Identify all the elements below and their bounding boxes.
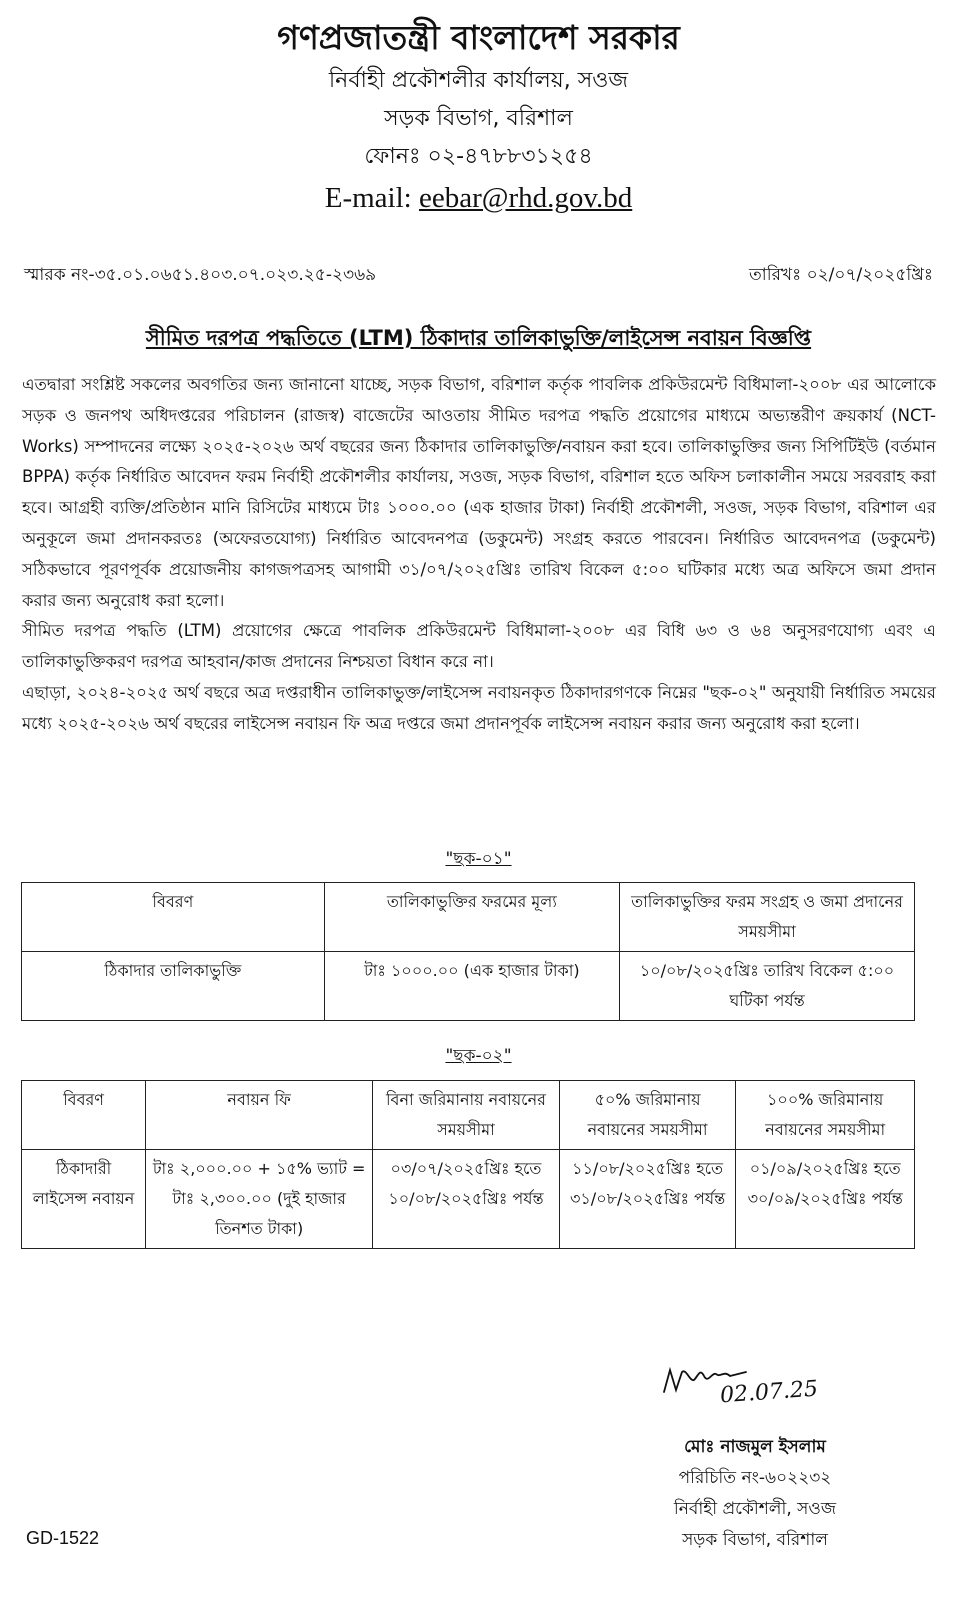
table-cell: টাঃ ২,০০০.০০ + ১৫% ভ্যাট = টাঃ ২,৩০০.০০ (দুই হাজার তিনশত টাকা)	[146, 1150, 373, 1249]
government-name: গণপ্রজাতন্ত্রী বাংলাদেশ সরকার	[277, 18, 680, 57]
table-row	[22, 952, 915, 1021]
table-cell: ১০/০৮/২০২৫খ্রিঃ তারিখ বিকেল ৫:০০ ঘটিকা পর্যন্ত	[620, 952, 915, 1021]
table-cell: ০১/০৯/২০২৫খ্রিঃ হতে ৩০/০৯/২০২৫খ্রিঃ পর্যন্ত	[736, 1150, 915, 1249]
email-link[interactable]: eebar@rhd.gov.bd	[418, 182, 633, 214]
table-header-cell: তালিকাভুক্তির ফরম সংগ্রহ ও জমা প্রদানের সময়সীমা	[620, 883, 915, 952]
table-cell: ১১/০৮/২০২৫খ্রিঃ হতে ৩১/০৮/২০২৫খ্রিঃ পর্যন্ত	[559, 1150, 736, 1249]
notice-body	[22, 370, 936, 740]
department-name: সড়ক বিভাগ, বরিশাল	[384, 106, 573, 131]
table-header-cell: ১০০% জরিমানায় নবায়নের সময়সীমা	[736, 1081, 915, 1150]
email-label: E-mail:	[324, 182, 412, 214]
table-header-cell: তালিকাভুক্তির ফরমের মূল্য	[324, 883, 619, 952]
signature-date: 02.07.25	[719, 1376, 819, 1409]
memo-number: স্মারক নং-৩৫.০১.০৬৫১.৪০৩.০৭.০২৩.২৫-২৩৬৯	[24, 265, 377, 285]
table-cell: ঠিকাদার তালিকাভুক্তি	[22, 952, 325, 1021]
officer-designation: নির্বাহী প্রকৌশলী, সওজ	[673, 1499, 837, 1519]
table-header-cell: বিবরণ	[22, 883, 325, 952]
paragraph-3: এছাড়া, ২০২৪-২০২৫ অর্থ বছরে অত্র দপ্তরাধীন তালিকাভুক্ত/লাইসেন্স নবায়নকৃত ঠিকাদারগণকে নিম্নের "ছক-০২" অনুযায়ী নির্ধারিত সময়ের মধ্যে ২০২৫-২০২৬ অর্থ বছরের লাইসেন্স নবায়ন ফি অত্র দপ্তরে জমা প্রদানপূর্বক লাইসেন্স নবায়ন করার জন্য অনুরোধ করা হলো।	[22, 682, 936, 733]
notice-title-text: সীমিত দরপত্র পদ্ধতিতে (LTM) ঠিকাদার তালিকাভুক্তি/লাইসেন্স নবায়ন বিজ্ঞপ্তি	[145, 326, 812, 350]
table-cell: ঠিকাদারী লাইসেন্স নবায়ন	[22, 1150, 146, 1249]
table-2	[21, 1080, 915, 1249]
table1-label	[0, 846, 957, 874]
paragraph-2: সীমিত দরপত্র পদ্ধতি (LTM) প্রয়োগের ক্ষেত্রে পাবলিক প্রকিউরমেন্ট বিধিমালা-২০০৮ এর বিধি ৬৩ ও ৬৪ অনুসরণযোগ্য এবং এ তালিকাভুক্তিকরণ দরপত্র আহবান/কাজ প্রদানের নিশ্চয়তা বিধান করে না।	[22, 621, 936, 672]
officer-department: সড়ক বিভাগ, বরিশাল	[682, 1530, 828, 1550]
table-header-row	[22, 1081, 915, 1150]
table-row	[22, 1150, 915, 1249]
table-header-row	[22, 883, 915, 952]
memo-date: তারিখঃ ০২/০৭/২০২৫খ্রিঃ	[749, 265, 933, 285]
notice-title	[0, 322, 957, 357]
letterhead	[0, 14, 957, 220]
footer-code: GD-1522	[26, 1528, 100, 1548]
table-1	[21, 882, 915, 1021]
table-cell: ০৩/০৭/২০২৫খ্রিঃ হতে ১০/০৮/২০২৫খ্রিঃ পর্যন্ত	[373, 1150, 560, 1249]
table2-label-text: "ছক-০২"	[445, 1046, 512, 1066]
table-header-cell: নবায়ন ফি	[146, 1081, 373, 1150]
table2-label	[0, 1043, 957, 1071]
paragraph-1: এতদ্বারা সংশ্লিষ্ট সকলের অবগতির জন্য জানানো যাচ্ছে, সড়ক বিভাগ, বরিশাল কর্তৃক পাবলিক প্রকিউরমেন্ট বিধিমালা-২০০৮ এর আলোকে সড়ক ও জনপথ অধিদপ্তরের পরিচালন (রাজস্ব) বাজেটের আওতায় সীমিত দরপত্র পদ্ধতি প্রয়োগের মাধ্যমে অভ্যন্তরীণ ক্রয়কার্য (NCT-Works) সম্পাদনের লক্ষ্যে ২০২৫-২০২৬ অর্থ বছরের জন্য ঠিকাদার তালিকাভুক্তি/নবায়ন করা হবে। তালিকাভুক্তির জন্য সিপিটিইউ (বর্তমান BPPA) কর্তৃক নির্ধারিত আবেদন ফরম নির্বাহী প্রকৌশলীর কার্যালয়, সওজ, সড়ক বিভাগ, বরিশাল হতে অফিস চলাকালীন সময়ে সরবরাহ করা হবে। আগ্রহী ব্যক্তি/প্রতিষ্ঠান মানি রিসিটের মাধ্যমে টাঃ ১০০০.০০ (এক হাজার টাকা) নির্বাহী প্রকৌশলী, সওজ, সড়ক বিভাগ, বরিশাল এর অনুকূলে জমা প্রদানকরতঃ (অফেরতযোগ্য) নির্ধারিত আবেদনপত্র (ডকুমেন্ট) সংগ্রহ করতে পারবেন। নির্ধারিত আবেদনপত্র (ডকুমেন্ট) সঠিকভাবে পূরণপূর্বক প্রয়োজনীয় কাগজপত্রসহ আগামী ৩১/০৭/২০২৫খ্রিঃ তারিখ বিকেল ৫:০০ ঘটিকার মধ্যে অত্র অফিসে জমা প্রদান করার জন্য অনুরোধ করা হলো।	[22, 375, 936, 610]
officer-block	[600, 1432, 910, 1556]
table1-label-text: "ছক-০১"	[445, 849, 512, 869]
table-header-cell: ৫০% জরিমানায় নবায়নের সময়সীমা	[559, 1081, 736, 1150]
table-header-cell: বিনা জরিমানায় নবায়নের সময়সীমা	[373, 1081, 560, 1150]
table-cell: টাঃ ১০০০.০০ (এক হাজার টাকা)	[324, 952, 619, 1021]
table-header-cell: বিবরণ	[22, 1081, 146, 1150]
email-line	[0, 176, 957, 220]
office-name: নির্বাহী প্রকৌশলীর কার্যালয়, সওজ	[328, 68, 629, 93]
officer-id: পরিচিতি নং-৬০২২৩২	[678, 1468, 832, 1488]
phone-number: ফোনঃ ০২-৪৭৮৮৩১২৫৪	[364, 144, 593, 169]
officer-name: মোঃ নাজমুল ইসলাম	[684, 1437, 826, 1457]
